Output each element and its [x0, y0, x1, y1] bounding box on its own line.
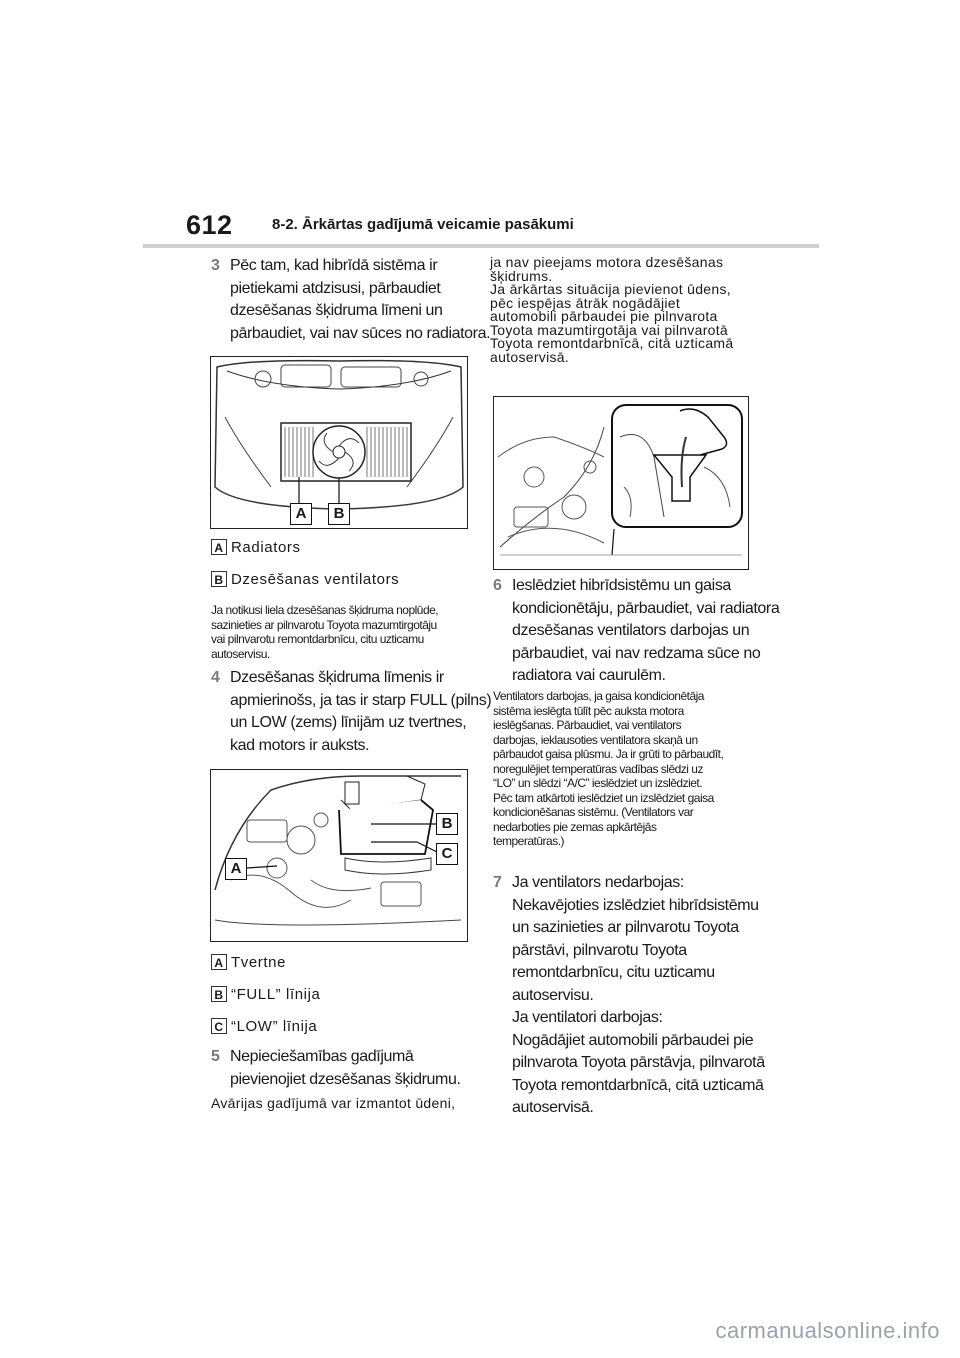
reservoir-illustration [210, 769, 468, 942]
note-line: Ventilators darbojas, ja gaisa kondicionētāja [493, 689, 704, 703]
step-line: Pēc tam, kad hibrīdā sistēma ir [230, 257, 438, 274]
step-line: autoservisā. [512, 1099, 594, 1116]
step-number: 6 [493, 577, 502, 594]
step-line: apmierinošs, ja tas ir starp FULL (pilns) [230, 691, 492, 709]
callout-a: A [290, 503, 312, 525]
callout-b: B [436, 813, 458, 835]
step-line: un LOW (zems) līnijām uz tvertnes, [230, 714, 467, 731]
step-line: pārbaudiet, vai nav sūces no radiatora. [230, 324, 491, 342]
paragraph-line: Toyota mazumtirgotāja vai pilnvarotā [490, 321, 729, 338]
note-leak [211, 603, 471, 661]
paragraph-line: ja nav pieejams motora dzesēšanas [490, 254, 724, 270]
figure-label [211, 984, 471, 1006]
figure-label [211, 569, 471, 591]
adding-water-illustration [493, 396, 749, 570]
note-line: temperatūras.) [493, 834, 565, 848]
paragraph-line: autoservisā. [490, 348, 570, 365]
step-line: Nogādājiet automobili pārbaudei pie [512, 1031, 754, 1049]
note-line: Pēc tam atkārtoti ieslēdziet un izslēdziet gaisa [493, 790, 714, 805]
step-line: kondicionētāju, pārbaudiet, vai radiatora [512, 599, 780, 617]
label-text: Tvertne [231, 954, 287, 971]
step-text [230, 667, 491, 757]
paragraph-line: pēc iespējas ātrāk nogādājiet [490, 294, 681, 311]
paragraph-line: Avārijas gadījumā var izmantot ūdeni, [211, 1095, 456, 1111]
step-line: pārstāvi, pilnvarotu Toyota [512, 941, 687, 959]
paragraph-line: Toyota remontdarbnīcā, citā uzticamā [490, 335, 734, 351]
note-fan-check [493, 689, 763, 849]
callout-c: C [436, 843, 458, 865]
paragraph-water-continued [490, 256, 760, 364]
step-line: dzesēšanas šķidruma līmeni un [230, 302, 443, 319]
step-line: pietiekami atdzisusi, pārbaudiet [230, 279, 441, 297]
note-line: autoservisu. [211, 646, 270, 661]
note-line: vai pilnvarotu remontdarbnīcu, citu uzticamu [211, 632, 424, 646]
paragraph-water [211, 1097, 471, 1111]
step-line: Ja ventilators nedarbojas: [512, 874, 684, 891]
step-number: 7 [493, 874, 502, 891]
step-number: 4 [211, 669, 220, 686]
label-text: Radiators [231, 539, 301, 556]
note-line: “LO” un slēdzi “A/C” ieslēdziet un izslēdziet. [493, 776, 703, 790]
paragraph-line: šķidrums. [490, 267, 553, 284]
step-line: pievienojiet dzesēšanas šķidrumu. [230, 1070, 461, 1088]
note-line: noregulējiet temperatūras vadības slēdzi uz [493, 761, 703, 776]
step-line: pārbaudiet, vai nav redzama sūce no [512, 644, 761, 662]
label-text: Dzesēšanas ventilators [231, 571, 400, 588]
header-divider [143, 244, 819, 248]
label-badge: C [211, 1018, 227, 1034]
step-text [512, 872, 765, 1120]
radiator-illustration [210, 356, 468, 529]
step-text [512, 575, 779, 688]
step-text [230, 1046, 461, 1091]
label-badge: A [211, 954, 227, 970]
label-badge: B [211, 571, 227, 587]
step-line: radiatora vai caurulēm. [512, 667, 666, 684]
section-title: 8-2. Ārkārtas gadījumā veicamie pasākumi [272, 216, 574, 233]
note-line: nedarboties pie zemas apkārtējās [493, 819, 657, 834]
note-line: darbojas, ieklausoties ventilatora skaņā un [493, 732, 698, 747]
step-7 [493, 872, 763, 1122]
figure-label [211, 537, 471, 559]
step-4 [211, 667, 492, 759]
watermark: carmanualsonline.info [715, 1318, 940, 1343]
label-text: “LOW” līnija [231, 1018, 318, 1035]
note-line: ieslēgšanas. Pārbaudiet, vai ventilators [493, 718, 682, 732]
note-line: Ja notikusi liela dzesēšanas šķidruma noplūde, [211, 603, 439, 617]
step-6 [493, 575, 780, 689]
step-line: autoservisu. [512, 986, 594, 1004]
figure-label [211, 1016, 471, 1038]
step-line: Toyota remontdarbnīcā, citā uzticamā [512, 1076, 764, 1094]
note-line: sazinieties ar pilnvarotu Toyota mazumtirgotāju [211, 617, 437, 632]
page-number: 612 [186, 210, 233, 240]
step-line: Nekavējoties izslēdziet hibrīdsistēmu [512, 896, 759, 914]
note-line: kondicionēšanas sistēmu. (Ventilators var [493, 805, 694, 819]
callout-a: A [225, 858, 247, 880]
figure-label [211, 952, 471, 974]
step-line: Ieslēdziet hibrīdsistēmu un gaisa [512, 577, 731, 594]
step-line: Dzesēšanas šķidruma līmenis ir [230, 669, 444, 686]
paragraph-line: automobili pārbaudei pie pilnvarota [490, 308, 718, 324]
step-line: Ja ventilatori darbojas: [512, 1009, 663, 1026]
step-line: Nepieciešamības gadījumā [230, 1048, 414, 1065]
step-line: kad motors ir auksts. [230, 736, 370, 754]
note-line: sistēma ieslēgta tūlīt pēc auksta motora [493, 703, 684, 718]
step-line: un sazinieties ar pilnvarotu Toyota [512, 919, 739, 936]
step-line: remontdarbnīcu, citu uzticamu [512, 964, 715, 981]
step-number: 5 [211, 1048, 220, 1065]
step-text [230, 255, 490, 345]
label-badge: B [211, 986, 227, 1002]
step-3 [211, 255, 491, 347]
step-5 [211, 1046, 471, 1092]
paragraph-line: Ja ārkārtas situācija pievienot ūdens, [490, 281, 731, 297]
step-line: dzesēšanas ventilators darbojas un [512, 622, 750, 639]
label-text: “FULL” līnija [231, 986, 321, 1003]
label-badge: A [211, 539, 227, 555]
note-line: pārbaudot gaisa plūsmu. Ja ir grūti to pārbaudīt, [493, 747, 724, 761]
callout-b: B [328, 503, 350, 525]
step-line: pilnvarota Toyota pārstāvja, pilnvarotā [512, 1054, 765, 1071]
step-number: 3 [211, 257, 220, 274]
